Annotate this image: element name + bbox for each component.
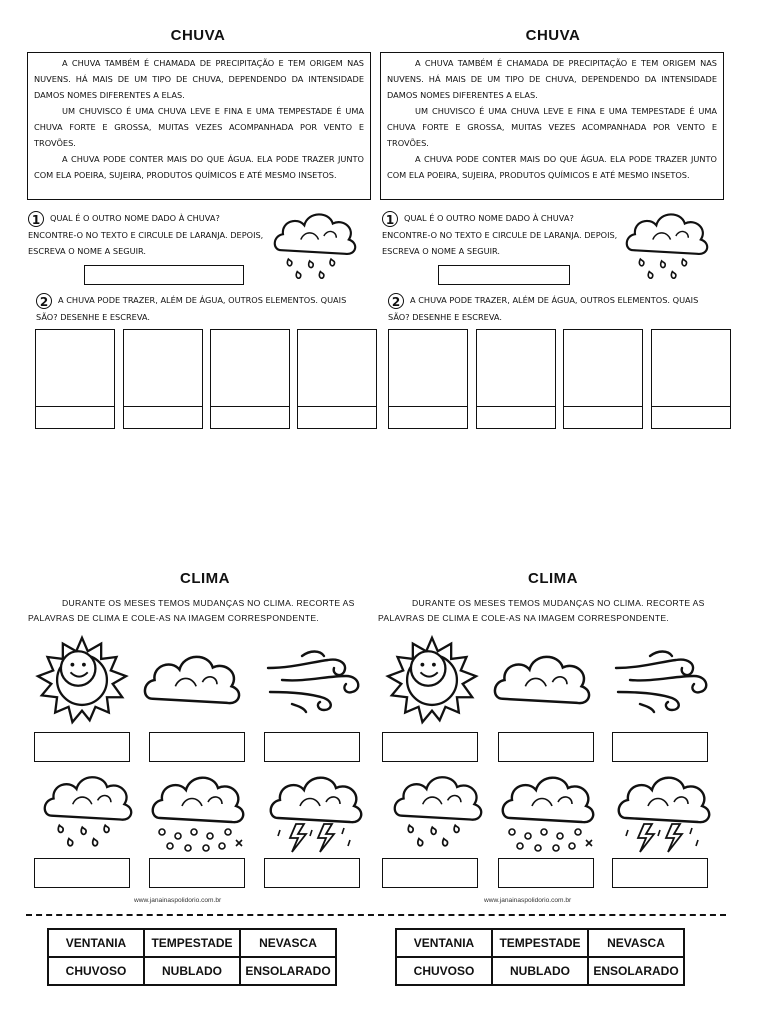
question-number-2: 2: [388, 293, 404, 309]
storm-cloud-icon: [614, 766, 714, 856]
word-card[interactable]: NEVASCA: [240, 929, 336, 957]
paste-box[interactable]: [34, 858, 130, 888]
word-cards-left: [47, 928, 337, 986]
rain-cloud-icon: [390, 766, 486, 852]
website-credit: www.janainaspolidorio.com.br: [134, 897, 222, 904]
sun-icon: [34, 634, 130, 726]
question-2-text: A CHUVA PODE TRAZER, ALÉM DE ÁGUA, OUTROS ELEMENTOS. QUAIS SÃO? DESENHE E ESCREVA.: [388, 295, 699, 322]
paragraph: A CHUVA PODE CONTER MAIS DO QUE ÁGUA. ELA PODE TRAZER JUNTO COM ELA POEIRA, SUJEIRA, PRODUTOS QUÍMICOS E ATÉ MESMO INSETOS.: [387, 154, 717, 180]
paragraph: UM CHUVISCO É UMA CHUVA LEVE E FINA E UMA TEMPESTADE É UMA CHUVA FORTE E GROSSA, MUITAS VEZES ACOMPANHADA POR VENTO E TROVÕES.: [387, 106, 717, 148]
instruction: DURANTE OS MESES TEMOS MUDANÇAS NO CLIMA. RECORTE AS PALAVRAS DE CLIMA E COLE-AS NA IMAGEM CORRESPONDENTE.: [28, 598, 355, 623]
drawing-box[interactable]: [35, 329, 115, 429]
paragraph: UM CHUVISCO É UMA CHUVA LEVE E FINA E UMA TEMPESTADE É UMA CHUVA FORTE E GROSSA, MUITAS VEZES ACOMPANHADA POR VENTO E TROVÕES.: [34, 106, 364, 148]
word-card[interactable]: VENTANIA: [48, 929, 144, 957]
reading-text-box: [380, 52, 724, 200]
sun-icon: [384, 634, 480, 726]
wind-icon: [262, 646, 368, 716]
paste-box[interactable]: [149, 858, 245, 888]
word-card[interactable]: NUBLADO: [492, 957, 588, 985]
question-2: [388, 292, 718, 325]
paste-box[interactable]: [264, 732, 360, 762]
word-card[interactable]: CHUVOSO: [396, 957, 492, 985]
snow-cloud-icon: [148, 766, 248, 856]
word-card[interactable]: TEMPESTADE: [492, 929, 588, 957]
drawing-box[interactable]: [476, 329, 556, 429]
instruction: DURANTE OS MESES TEMOS MUDANÇAS NO CLIMA. RECORTE AS PALAVRAS DE CLIMA E COLE-AS NA IMAGEM CORRESPONDENTE.: [378, 598, 705, 623]
word-card[interactable]: CHUVOSO: [48, 957, 144, 985]
cloud-icon: [140, 640, 244, 718]
drawing-box[interactable]: [651, 329, 731, 429]
question-1: [28, 210, 268, 259]
drawing-box[interactable]: [123, 329, 203, 429]
paragraph: A CHUVA TAMBÉM É CHAMADA DE PRECIPITAÇÃO E TEM ORIGEM NAS NUVENS. HÁ MAIS DE UM TIPO DE CHUVA, DEPENDENDO DA INTENSIDADE DAMOS NOMES DIFERENTES A ELAS.: [34, 58, 364, 100]
instruction-text: [378, 596, 720, 626]
page-title: CLIMA: [180, 570, 230, 587]
word-card[interactable]: TEMPESTADE: [144, 929, 240, 957]
paragraph: A CHUVA TAMBÉM É CHAMADA DE PRECIPITAÇÃO E TEM ORIGEM NAS NUVENS. HÁ MAIS DE UM TIPO DE CHUVA, DEPENDENDO DA INTENSIDADE DAMOS NOMES DIFERENTES A ELAS.: [387, 58, 717, 100]
question-1-text: QUAL É O OUTRO NOME DADO À CHUVA? ENCONTRE-O NO TEXTO E CIRCULE DE LARANJA. DEPOIS, ESCREVA O NOME A SEGUIR.: [28, 213, 264, 256]
rain-cloud-icon: [40, 766, 136, 852]
question-number-1: 1: [382, 211, 398, 227]
instruction-text: [28, 596, 370, 626]
question-number-1: 1: [28, 211, 44, 227]
cloud-icon: [490, 640, 594, 718]
page-title: CHUVA: [525, 27, 581, 44]
page-title: CHUVA: [170, 27, 226, 44]
drawing-box[interactable]: [563, 329, 643, 429]
wind-icon: [610, 646, 716, 716]
paste-box[interactable]: [612, 732, 708, 762]
question-2: [36, 292, 366, 325]
paste-box[interactable]: [498, 858, 594, 888]
paste-box[interactable]: [149, 732, 245, 762]
word-card[interactable]: ENSOLARADO: [588, 957, 684, 985]
drawing-box[interactable]: [210, 329, 290, 429]
paste-box[interactable]: [382, 858, 478, 888]
answer-field[interactable]: [84, 265, 244, 285]
page-title: CLIMA: [528, 570, 578, 587]
paste-box[interactable]: [612, 858, 708, 888]
word-card[interactable]: NEVASCA: [588, 929, 684, 957]
paste-box[interactable]: [382, 732, 478, 762]
word-card[interactable]: VENTANIA: [396, 929, 492, 957]
rain-cloud-icon: [622, 204, 712, 284]
storm-cloud-icon: [266, 766, 366, 856]
paste-box[interactable]: [264, 858, 360, 888]
snow-cloud-icon: [498, 766, 598, 856]
word-cards-right: [395, 928, 685, 986]
question-2-text: A CHUVA PODE TRAZER, ALÉM DE ÁGUA, OUTROS ELEMENTOS. QUAIS SÃO? DESENHE E ESCREVA.: [36, 295, 347, 322]
word-card[interactable]: ENSOLARADO: [240, 957, 336, 985]
question-1-text: QUAL É O OUTRO NOME DADO À CHUVA? ENCONTRE-O NO TEXTO E CIRCULE DE LARANJA. DEPOIS, ESCREVA O NOME A SEGUIR.: [382, 213, 618, 256]
paste-box[interactable]: [498, 732, 594, 762]
paragraph: A CHUVA PODE CONTER MAIS DO QUE ÁGUA. ELA PODE TRAZER JUNTO COM ELA POEIRA, SUJEIRA, PRODUTOS QUÍMICOS E ATÉ MESMO INSETOS.: [34, 154, 364, 180]
cut-line: [26, 914, 726, 916]
drawing-box[interactable]: [297, 329, 377, 429]
question-1: [382, 210, 622, 259]
paste-box[interactable]: [34, 732, 130, 762]
question-number-2: 2: [36, 293, 52, 309]
drawing-box[interactable]: [388, 329, 468, 429]
word-card[interactable]: NUBLADO: [144, 957, 240, 985]
rain-cloud-icon: [270, 204, 360, 284]
answer-field[interactable]: [438, 265, 570, 285]
website-credit: www.janainaspolidorio.com.br: [484, 897, 572, 904]
reading-text-box: [27, 52, 371, 200]
